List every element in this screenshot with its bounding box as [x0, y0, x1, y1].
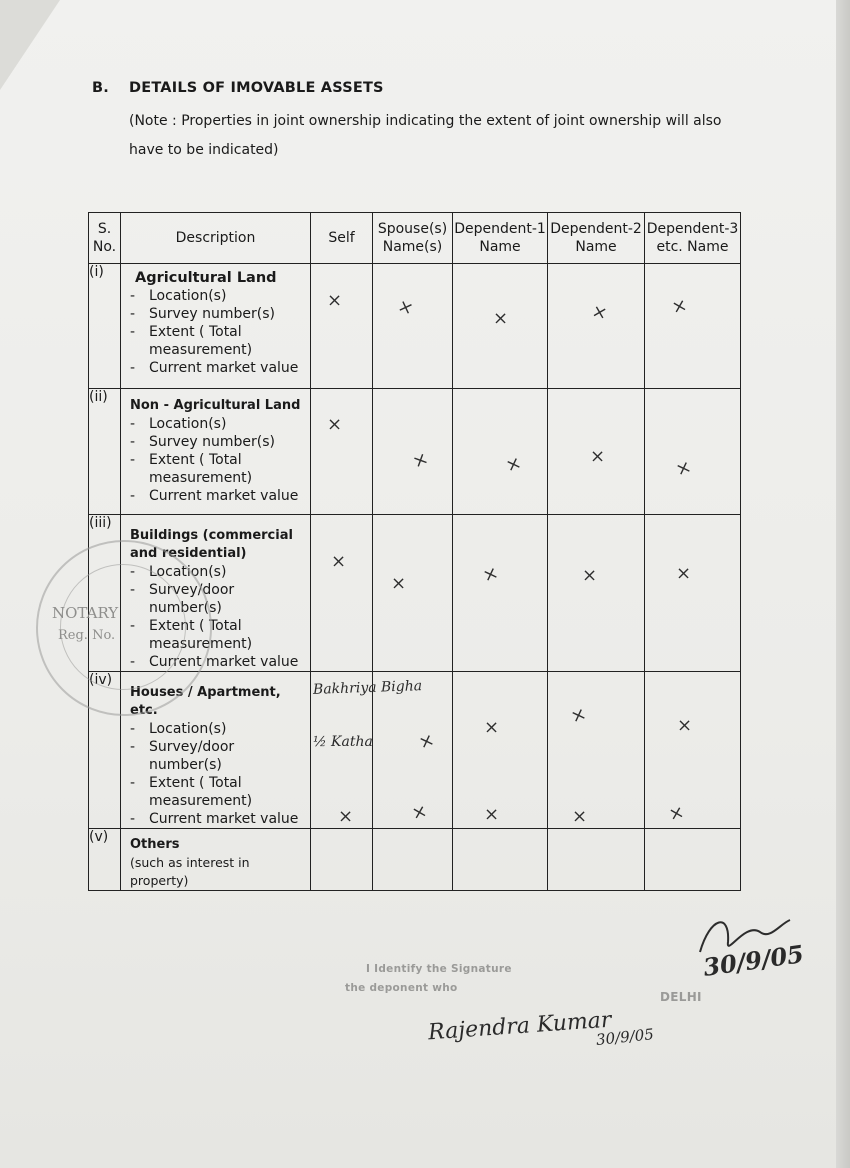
row-description: [121, 829, 311, 891]
row-number: (iii): [89, 515, 121, 672]
cross-mark: ×: [409, 800, 430, 825]
row-number: (iv): [89, 672, 121, 829]
list-item: - Current market value: [130, 810, 310, 828]
list-item: - Survey/door number(s): [130, 581, 310, 617]
cross-mark: ×: [415, 729, 438, 754]
table-header-row: [89, 213, 741, 264]
attestation-line-1: I Identify the Signature: [366, 963, 512, 975]
seal-word: NOTARY: [52, 604, 119, 622]
list-item: - Location(s): [130, 563, 310, 581]
category-title: Agricultural Land: [135, 270, 277, 286]
cross-mark: ×: [338, 806, 354, 827]
cross-mark: ×: [582, 565, 598, 586]
list-item: - Extent ( Total measurement): [130, 451, 310, 487]
header-self: Self: [311, 213, 373, 264]
category-title: Non - Agricultural Land: [130, 398, 301, 413]
category-subtitle: (such as interest in property): [130, 855, 250, 888]
cross-mark: ×: [590, 446, 606, 467]
cross-mark: ×: [479, 562, 502, 587]
list-item: - Location(s): [130, 415, 310, 433]
cross-mark: ×: [589, 300, 610, 325]
category-title: Others: [130, 837, 180, 852]
category-title: Houses / Apartment, etc.: [130, 685, 281, 718]
list-item: - Survey number(s): [130, 433, 310, 451]
cross-mark: ×: [677, 715, 693, 736]
cross-mark: ×: [394, 295, 417, 320]
header-sno: S. No.: [89, 213, 121, 264]
seal-reg: Reg. No.: [58, 628, 116, 643]
handwritten-location: Bakhriya Bigha: [312, 678, 423, 698]
row-description: [121, 264, 311, 389]
cross-mark: ×: [666, 801, 687, 826]
list-item: - Location(s): [130, 287, 310, 305]
section-note: (Note : Properties in joint ownership indicating the extent of joint ownership will also have to be indicated): [129, 113, 722, 158]
list-item: - Current market value: [130, 487, 310, 505]
row-number: (ii): [89, 389, 121, 515]
row-description: [121, 389, 311, 515]
page-edge: [836, 0, 850, 1168]
cross-mark: ×: [672, 456, 695, 481]
cross-mark: ×: [327, 290, 343, 311]
list-item: - Extent ( Total measurement): [130, 617, 310, 653]
header-dependent-3: Dependent-3 etc. Name: [645, 213, 741, 264]
cross-mark: ×: [493, 308, 509, 329]
row-number: (i): [89, 264, 121, 389]
list-item: - Extent ( Total measurement): [130, 323, 310, 359]
header-dependent-2: Dependent-2 Name: [548, 213, 645, 264]
cross-mark: ×: [567, 703, 590, 728]
cross-mark: ×: [484, 804, 500, 825]
header-spouse: Spouse(s) Name(s): [373, 213, 453, 264]
handwritten-extent: ½ Katha: [313, 734, 373, 750]
list-item: - Survey number(s): [130, 305, 310, 323]
header-description: Description: [121, 213, 311, 264]
attestation-line-2: the deponent who: [345, 982, 458, 994]
list-item: - Extent ( Total measurement): [130, 774, 310, 810]
list-item: - Survey/door number(s): [130, 738, 310, 774]
notary-initials-date: 30/9/05: [701, 939, 806, 982]
cross-mark: ×: [331, 551, 347, 572]
cross-mark: ×: [572, 806, 588, 827]
section-heading: [92, 80, 384, 96]
cross-mark: ×: [502, 452, 525, 477]
cross-mark: ×: [391, 573, 407, 594]
list-item: - Location(s): [130, 720, 310, 738]
list-item: - Current market value: [130, 359, 310, 377]
cross-mark: ×: [669, 294, 690, 319]
folded-corner: [0, 0, 60, 90]
signature-date: 30/9/05: [595, 1025, 655, 1049]
stamp-place: DELHI: [660, 990, 702, 1004]
category-title: Buildings (commercial and residential): [130, 528, 293, 561]
row-number: (v): [89, 829, 121, 891]
list-item: - Current market value: [130, 653, 310, 671]
immovable-assets-table: [88, 212, 741, 891]
cross-mark: ×: [409, 447, 432, 474]
notary-signature-scrawl: [690, 912, 800, 962]
table-row: [89, 829, 741, 891]
cross-mark: ×: [327, 414, 343, 435]
deponent-signature: Rajendra Kumar: [427, 1007, 613, 1046]
header-dependent-1: Dependent-1 Name: [453, 213, 548, 264]
section-letter: B.: [92, 80, 109, 96]
section-title: DETAILS OF IMOVABLE ASSETS: [129, 80, 384, 96]
cross-mark: ×: [676, 563, 692, 584]
cross-mark: ×: [484, 717, 500, 738]
table-row: [89, 264, 741, 389]
